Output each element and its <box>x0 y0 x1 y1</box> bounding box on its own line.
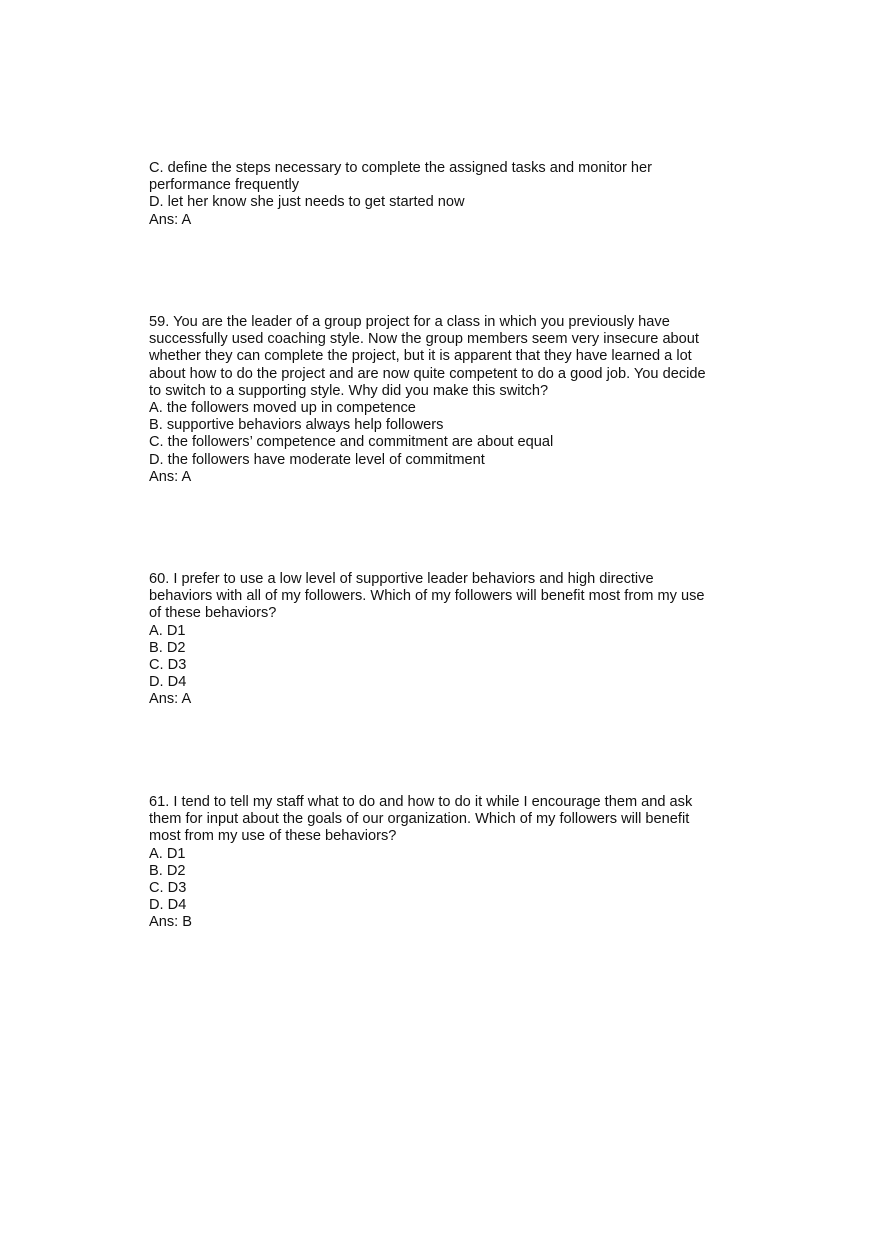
option-a: A. D1 <box>149 845 186 862</box>
option-b: B. D2 <box>149 639 186 656</box>
question-text: 60. I prefer to use a low level of supportive leader behaviors and high directive <box>149 571 654 587</box>
question-text: 59. You are the leader of a group project for a class in which you previously have <box>149 314 670 330</box>
question-text: 61. I tend to tell my staff what to do and how to do it while I encourage them and ask <box>149 794 693 810</box>
question-text: whether they can complete the project, but it is apparent that they have learned a lot <box>149 348 692 365</box>
option-a: A. D1 <box>149 622 186 639</box>
option-c: C. D3 <box>149 880 187 897</box>
option-c: C. the followers’ competence and commitment are about equal <box>149 434 554 451</box>
option-c-continued: performance frequently <box>149 177 300 194</box>
question-text: about how to do the project and are now quite competent to do a good job. You decide <box>149 365 706 382</box>
answer: Ans: B <box>149 914 192 931</box>
option-d: D. let her know she just needs to get started now <box>149 194 465 211</box>
option-d: D. the followers have moderate level of commitment <box>149 451 485 468</box>
question-59 <box>149 314 739 486</box>
answer: Ans: A <box>149 468 192 485</box>
option-d: D. D4 <box>149 674 187 691</box>
option-a: A. the followers moved up in competence <box>149 400 416 417</box>
question-text: them for input about the goals of our organization. Which of my followers will benefit <box>149 811 690 828</box>
question-58-continuation <box>149 160 739 229</box>
question-text: successfully used coaching style. Now the group members seem very insecure about <box>149 331 699 348</box>
option-b: B. D2 <box>149 862 186 879</box>
question-61 <box>149 794 739 932</box>
question-60 <box>149 571 739 709</box>
option-c: C. D3 <box>149 657 187 674</box>
question-text: to switch to a supporting style. Why did you make this switch? <box>149 382 549 399</box>
answer: Ans: A <box>149 691 192 708</box>
question-text: behaviors with all of my followers. Which of my followers will benefit most from my use <box>149 588 705 605</box>
question-text: of these behaviors? <box>149 605 277 622</box>
question-text: most from my use of these behaviors? <box>149 828 397 845</box>
option-c: C. define the steps necessary to complete the assigned tasks and monitor her <box>149 160 652 176</box>
option-d: D. D4 <box>149 897 187 914</box>
option-b: B. supportive behaviors always help followers <box>149 417 444 434</box>
answer: Ans: A <box>149 211 192 228</box>
